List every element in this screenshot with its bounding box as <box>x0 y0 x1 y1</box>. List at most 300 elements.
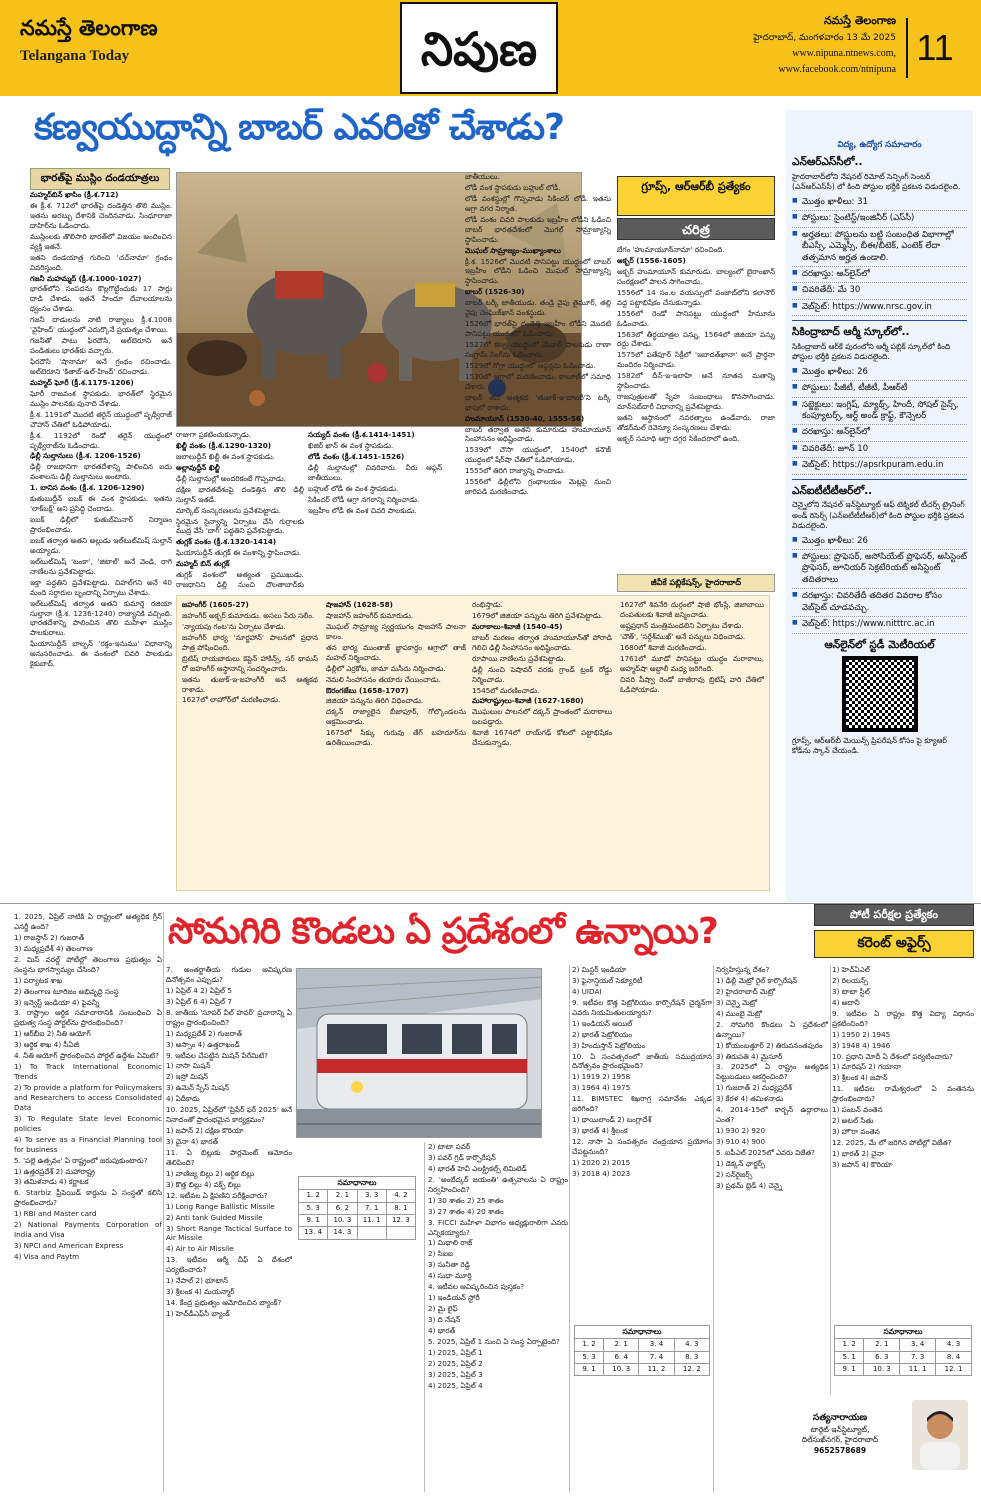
option: 1) ఏప్రిల్ 4 2) ఏప్రిల్ 5 <box>166 985 232 995</box>
option: 3) NPCI and American Express <box>14 1241 124 1251</box>
list-item[interactable]: ■ వెబ్‌సైట్: https://apsrkpuram.edu.in <box>792 458 967 474</box>
answer-cell: 8. 1 <box>386 1202 415 1214</box>
answer-cell: 9. 1 <box>299 1215 328 1227</box>
answers-table-3 <box>834 1325 972 1376</box>
divider <box>792 320 967 321</box>
answers-table-2 <box>574 1325 710 1376</box>
paragraph: బాబర్ మరణం తర్వాత హుమాయూన్‌తో పోరాడి గెలిచి ఢిల్లీ సింహాసనం అధిష్ఠించాడు. <box>472 632 612 652</box>
option: 1) Long Range Ballistic Missile <box>166 1201 275 1211</box>
column-rule <box>569 965 570 1492</box>
paragraph: 1527లో కణ్వ యుద్ధంలో మేవార్ పాలకుడు రాణా సంగ్రామ్ సింగ్‌ను ఓడించాడు. <box>465 340 611 359</box>
question: 11. ఏ బిల్లుకు పార్లమెంట్ ఆమోదం తెలిపింది? <box>166 1147 292 1167</box>
paragraph: బాబర్ టర్కీ జాతీయుడు. తండ్రి వైపు తైమూర్, తల్లి వైపు చెంఘిజ్‌ఖాన్ వంశస్థుడు. <box>465 298 611 318</box>
column-rule <box>424 1142 425 1492</box>
paragraph: 1675లో సిక్కు గురువు తేగ్ బహదూర్‌ను ఉరితీయించాడు. <box>326 728 466 748</box>
paragraph: జహంగీర్ భార్య 'నూర్జహాన్' పాలనలో ప్రధాన పాత్ర పోషించింది. <box>182 632 318 652</box>
paragraph: గజనీతో పాటు ఫిరదౌసి, అల్‌బెరూని అనే పండితులు భారత్‌కు వచ్చారు. <box>30 336 172 356</box>
option: 1) 1919 2) 1958 <box>572 1072 631 1082</box>
subheading: మహ్మద్ ఘోరీ (క్రీ.శ.1175-1206) <box>30 377 134 387</box>
paragraph: నెమలి సింహాసనం తయారు చేయించాడు. <box>326 674 441 684</box>
question: 8. జాతీయ 'సూపర్ వీల్ హవర్' ప్రచారాన్ని ఏ రాష్ట్రం ప్రారంభించింది? <box>166 1007 292 1027</box>
option: 2) సిఐఐ <box>428 1249 454 1259</box>
option: నిర్వహిస్తున్న దేశం? <box>716 965 770 974</box>
sidebar-header: విద్య, ఉద్యోగ సమాచారం <box>837 140 922 150</box>
paragraph: ఢిల్లీ సుల్తానుల్లో చివరివారు. వీరు ఆఫ్గన్ జాతీయులు. <box>308 462 442 482</box>
subheading: తుగ్లక్ వంశం (క్రీ.శ.1320-1414) <box>176 537 277 547</box>
answer-cell: 11. 1 <box>900 1364 936 1376</box>
subheading: హుమాయూన్ (1530-40, 1555-56) <box>465 413 585 423</box>
option: 4) ఏదీకాదు <box>166 1094 200 1104</box>
paragraph: రూపాయి నాణేలను ప్రవేశపెట్టాడు. <box>472 653 566 663</box>
paragraph: బేగం 'హుమాయూన్‌నామా' రచించింది. <box>617 245 725 254</box>
option: 2) ఇస్రో మిషన్ <box>166 1072 208 1082</box>
option: 1) 2025, ఏప్రిల్ 1 <box>428 1347 483 1357</box>
paragraph: స్థిరమైన సైన్యాన్ని ఏర్పాటు చేసి గుర్రాలకు ముద్ర వేసే 'దాగ్' పద్ధతిని ప్రవేశపెట్టాడు. <box>176 516 304 536</box>
paragraph: జాతీయులు. <box>465 172 500 181</box>
option: 4) To serve as a Financial Planning tool for business <box>14 1134 162 1154</box>
history-headline: కణ్వయుద్ధాన్ని బాబర్ ఎవరితో చేశాడు? <box>34 107 564 148</box>
subheading: ఖిల్జీ వంశం (క్రీ.శ.1290-1320) <box>176 440 271 450</box>
option: 3) చెన్నై మెట్రో <box>716 997 758 1007</box>
option: 1) పర్యాటక శాఖ <box>14 975 63 985</box>
divider <box>792 479 967 480</box>
subheading: సయ్యద్ వంశం (క్రీ.శ.1414-1451) <box>308 430 415 439</box>
paragraph: సికిందర్ లోడీ ఆగ్రా నగరాన్ని నిర్మించాడు. <box>308 494 420 504</box>
option: 1) To Track International Economic Trends <box>14 1062 162 1082</box>
list-item: ■ సబ్జెక్టులు: ఇంగ్లిష్, మ్యాథ్స్, హిందీ, సోషల్ సైన్స్, కంప్యూటర్స్, ఆర్ట్ అండ్ క్రాఫ్ట్, కౌన్సెలర్ <box>792 398 967 426</box>
question: 2. సోమగిరి కొండలు ఏ ప్రదేశంలో ఉన్నాయి? <box>716 1019 828 1039</box>
question: 10. 2025, ఏప్రిల్‌లో 'ప్రిపేర్ ఫర్ 2025' అనే నినాదంతో ప్రారంభమైన కార్యక్రమం? <box>166 1105 292 1125</box>
answer-cell: 14. 3 <box>328 1227 357 1239</box>
paragraph: బాబర్ తన ఆత్మకథ 'తుజుక్-ఇ-బాబరీ'ని టర్కీ భాషలో రాశాడు. <box>465 392 611 412</box>
option: 2) అటల్ సేతు <box>832 1116 874 1126</box>
ca-column-6 <box>832 965 974 1275</box>
option: 4) Visa and Paytm <box>14 1252 80 1261</box>
option: 3) సునీతా రెడ్డి <box>428 1260 470 1270</box>
paragraph: షాజహాన్ జహంగీర్ కుమారుడు. <box>326 610 414 620</box>
option: 1) 1950 2) 1945 <box>832 1029 891 1039</box>
paragraph: ఇక్తా పద్ధతిని ప్రవేశపెట్టాడు. చిహల్‌గని అనే 40 మంది సర్దారుల బృందాన్ని ఏర్పాటు చేశాడు. <box>30 577 172 597</box>
tag-groups-rrb: గ్రూప్స్, ఆర్ఆర్‌బీ ప్రత్యేకం <box>617 176 775 216</box>
masthead <box>0 0 981 96</box>
job-block-3-title: ఎన్ఐటీటీటీఆర్‌లో.. <box>792 484 873 497</box>
paragraph: 1539లో చౌసా యుద్ధంలో, 1540లో కనౌజ్ యుద్ధంలో షేర్‌షా చేతిలో ఓడిపోయాడు. <box>465 445 611 465</box>
option: 1) భారత్ 2) చైనా <box>832 1148 885 1158</box>
question: 12. నాసా ఏ సంవత్సరం చంద్రయాన ప్రయోగం చేపట్టనుంది? <box>572 1137 712 1156</box>
answer-cell: 13. 4 <box>299 1227 328 1239</box>
history-column-3 <box>465 172 611 590</box>
job-block-1-title: ఎన్ఆర్ఎస్‌సీలో.. <box>792 156 863 169</box>
paragraph: క్రీ.శ. 1192లో రెండో తరైన్ యుద్ధంలో పృథ్వీరాజ్‌ను ఓడించాడు. <box>30 430 172 450</box>
paragraph: 1556లో రెండో పానిపట్టు యుద్ధంలో హేమూను ఓడించాడు. <box>617 308 775 328</box>
subheading: జహంగీర్ (1605-27) <box>182 600 249 609</box>
paragraph: 1530లో ఆగ్రాలో మరణించాడు. కాబూల్‌లో సమాధి చేశారు. <box>465 371 611 391</box>
option: 1) 930 2) 920 <box>716 1126 766 1136</box>
paragraph: ఇతని ఆస్థానంలో నవరత్నాలు ఉండేవారు. రాజా తోడర్‌మల్ రెవెన్యూ సంస్కరణలు చేశాడు. <box>617 413 775 432</box>
paragraph: ఢిల్లీ నుంచి పెషావర్ వరకు గ్రాండ్ ట్రంక్ రోడ్డు నిర్మించాడు. <box>472 664 612 684</box>
question: 9. ఇటీవల ఏ రాష్ట్రం కొత్త విద్యా విధానం ప్రకటించింది? <box>832 1008 974 1028</box>
supplement-name: నిపుణ <box>420 22 538 76</box>
list-item: ■ చివరితేదీ: జూన్ 10 <box>792 442 967 458</box>
option: 3) జపాన్ 4) కొరియా <box>832 1159 893 1169</box>
option: 3) హిందుస్తాన్ పెట్రోలియం <box>572 1040 646 1050</box>
subheading: మొఘల్ సామ్రాజ్యం-ముఖ్యాంశాలు <box>465 245 561 255</box>
ca-column-3 <box>428 1142 568 1492</box>
answer-cell: 4. 3 <box>674 1339 709 1351</box>
author-box <box>886 1400 976 1492</box>
option: 2) 2025, ఏప్రిల్ 2 <box>428 1358 483 1368</box>
option: 3) పవర్ గ్రిడ్ కార్పొరేషన్ <box>428 1152 496 1162</box>
paragraph: ఈ క్రీ.శ. 712లో భారత్‌పై దండెత్తిన తొలి ముస్లిం. ఇతను అరబ్బు దేశానికి చెందినవాడు. సింధూరాజా దాహిర్‌ను ఓడించాడు. <box>30 200 172 230</box>
job-block-2-text: సికింద్రాబాద్ ఆర్‌కే పురంలోని ఆర్మీ పబ్లిక్ స్కూల్‌లో కింది పోస్టుల భర్తీకి ప్రకటన విడుదలైంది. <box>792 341 951 362</box>
paragraph: అక్బర్ సమాధి ఆగ్రా దగ్గర సికిందరాలో ఉంది. <box>617 433 740 443</box>
option: 3) తిరుపతి 4) మైసూర్ <box>716 1051 783 1061</box>
question: 12. 2025, మే లో జరిగిన పోటీల్లో విజేత? <box>832 1138 952 1147</box>
paragraph: జహంగీర్ అక్బర్ కుమారుడు. అసలు పేరు సలీం. <box>182 610 315 620</box>
option: 4) ముంబై మెట్రో <box>716 1008 763 1018</box>
option: 3) కొత్త బిల్లు 4) వక్ఫ్ బిల్లు <box>166 1179 241 1189</box>
paragraph: కుతుబుద్దీన్ ఐబక్ ఈ వంశ స్థాపకుడు. ఇతను 'లాక్‌బక్ష్' అని ప్రసిద్ధి చెందాడు. <box>30 494 172 514</box>
paragraph: 1545లో మరణించాడు. <box>472 685 540 695</box>
paragraph: ఢిల్లీ సుల్తానుల్లో అందరికంటే గొప్పవాడు. <box>176 473 286 483</box>
tag-current-affairs: కరెంట్ అఫైర్స్ <box>814 930 974 958</box>
cream-column-4 <box>620 600 764 886</box>
paragraph: తన భార్య ముంతాజ్ జ్ఞాపకార్థం ఆగ్రాలో తాజ్ మహల్ నిర్మించాడు. <box>326 642 466 662</box>
job-block-1-text: హైదరాబాద్‌లోని నేషనల్ రిమోట్ సెన్సింగ్ సెంటర్ (ఎన్ఆర్ఎస్‌సీ) లో కింది పోస్టుల భర్తీకి ప్రకటన విడుదలైంది. <box>792 171 961 192</box>
history-column-1 <box>30 190 172 890</box>
answers-title: సమాధానాలు <box>299 1177 416 1190</box>
tag-competitive-exams: పోటీ పరీక్షల ప్రత్యేకం <box>814 904 974 926</box>
option: 1) గుజరాత్ 2) మధ్యప్రదేశ్ <box>716 1083 792 1093</box>
answer-cell: 3. 3 <box>357 1190 386 1202</box>
paragraph: శివాజీ 1674లో రాయ్‌గఢ్ కోటలో పట్టాభిషేకం చేసుకున్నాడు. <box>472 728 612 748</box>
option: 1) ఢిల్లీ మెట్రో రైల్ కార్పొరేషన్ <box>716 975 798 985</box>
paragraph: రంభిస్తాడు. <box>472 600 503 609</box>
option: 4) 2025, ఏప్రిల్ 4 <box>428 1380 483 1390</box>
answer-cell: 7. 3 <box>900 1351 936 1363</box>
option: 3) ది నేషన్ <box>428 1315 461 1324</box>
paragraph: 'న్యాయపు గంట'ను ఏర్పాటు చేశాడు. <box>182 621 286 631</box>
jobs-sidebar <box>786 110 973 902</box>
paragraph: ఘియాసుద్దీన్ తుగ్లక్ ఈ వంశాన్ని స్థాపించాడు. <box>176 548 302 558</box>
question: 12. ఇటీవల ఏ క్షిపణిని పరీక్షించారు? <box>166 1190 268 1200</box>
answer-cell: 10. 3 <box>603 1364 638 1376</box>
option: 1) ఆర్‌బీఐ 2) నీతి ఆయోగ్ <box>14 1029 91 1039</box>
option: 3) 1948 4) 1946 <box>832 1040 891 1050</box>
answer-cell: 5. 3 <box>575 1351 604 1363</box>
subheading: అక్బర్ (1556-1605) <box>617 255 686 265</box>
option: 1) మధ్యప్రదేశ్ 2) గుజరాత్ <box>166 1028 242 1038</box>
option: 3) ఏప్రిల్ 6 4) ఏప్రిల్ 7 <box>166 996 232 1006</box>
subheading: అల్లావుద్దీన్ ఖిల్జీ <box>176 462 220 472</box>
answer-cell: 1. 2 <box>575 1339 604 1351</box>
paragraph: ఘియాసుద్దీన్ బాల్బన్ 'రక్తం-ఇనుము' విధానాన్ని అనుసరించాడు. ఈ వంశంలో చివరి పాలకుడు కైకుబాద్. <box>30 639 172 669</box>
ca-column-2 <box>166 965 292 1493</box>
answer-cell: 6. 2 <box>328 1202 357 1214</box>
ca-column-5 <box>716 965 828 1385</box>
paragraph: 1627లో లాహోర్‌లో మరణించాడు. <box>182 695 281 705</box>
question: 3. FICCI మహిళా విభాగం అధ్యక్షురాలిగా ఎవరు ఎన్నికయ్యారు? <box>428 1217 568 1237</box>
current-affairs-headline: సోమగిరి కొండలు ఏ ప్రదేశంలో ఉన్నాయి? <box>168 911 718 952</box>
answer-cell: 6. 4 <box>603 1351 638 1363</box>
subheading: 1. బానిస వంశం (క్రీ.శ. 1206-1290) <box>30 483 145 493</box>
option: 3) హౌరా వంతెన <box>832 1127 880 1137</box>
question: 2. 'అంబేద్కర్ జయంతి' ఉత్సవాలను ఏ రాష్ట్రం నిర్వహించింది? <box>428 1174 568 1194</box>
option: 1) పంబన్ వంతెన <box>832 1105 883 1115</box>
option: 1) నాసా మిషన్ <box>166 1061 211 1071</box>
answer-cell: 7. 1 <box>357 1202 386 1214</box>
list-item: ■ దరఖాస్తు: ఆన్‌లైన్‌లో <box>792 267 967 283</box>
paragraph: 1526లో భారత్‌పై దండెత్తి ఇబ్రహీం లోడీని మొదటి పానిపట్టు యుద్ధంలో ఓడించాడు. <box>465 319 611 339</box>
paragraph: బహ్లుల్ లోడీ ఈ వంశ స్థాపకుడు. <box>308 483 399 493</box>
subheading: లోడీ వంశం (క్రీ.శ.1451-1526) <box>308 451 405 461</box>
option: 4) అదానీ <box>832 997 860 1007</box>
list-item: ■ పోస్టులు: సైంటిస్ట్/ఇంజినీర్ (ఎస్‌సీ) <box>792 211 967 227</box>
paragraph: 1563లో తీర్థయాత్రల పన్ను, 1564లో జిజియా పన్ను రద్దు చేశాడు. <box>617 329 775 349</box>
option: 1) ఇండియన్ ఆయిల్ <box>572 1018 633 1028</box>
subheading: మరాఠాలు-శివాజీ (1540-45) <box>472 621 563 631</box>
option: 3) ప్రథమ్ బ్లెడ్ 4) చెన్నై <box>716 1180 783 1190</box>
metro-train-illustration <box>297 969 542 1138</box>
answer-cell: 12. 2 <box>674 1364 709 1376</box>
option: 4) సుధా మూర్తి <box>428 1271 472 1281</box>
answer-cell: 11. 1 <box>357 1215 386 1227</box>
subheading: మహ్మద్ బిన్ తుగ్లక్ <box>176 559 230 569</box>
job-block-2-list <box>792 365 967 475</box>
subheading: గజనీ మహమ్మద్ (క్రీ.శ.1000-1027) <box>30 273 142 283</box>
option: 1) వాణిజ్య బిల్లు 2) ఆర్థిక బిల్లు <box>166 1168 255 1178</box>
option: 3) చైనా 4) భారత్ <box>166 1137 219 1146</box>
paragraph: క్రీ.శ. 1526లో మొదటి పానిపట్టు యుద్ధంలో బాబర్ ఇబ్రహీం లోడీని ఓడించి మొఘల్ సామ్రాజ్యాన్ని స్థాపించాడు. <box>465 256 611 286</box>
question: 13. ఇటీవల ఆర్మీ చీఫ్ ఏ దేశంలో పర్యటించారు? <box>166 1255 292 1275</box>
answer-cell: 10. 3 <box>864 1364 900 1376</box>
paragraph: ఇల్‌టుట్‌మిష్ 'టంకా', 'జిటాల్' అనే వెండి, రాగి నాణేలను ప్రవేశపెట్టాడు. <box>30 556 172 576</box>
metro-train-image <box>296 968 542 1138</box>
answer-cell: 2. 1 <box>603 1339 638 1351</box>
question: 5. 2025, ఏప్రిల్ 1 నుంచి ఏ సంస్థ ఏర్పాటైంది? <box>428 1336 560 1346</box>
option: 2) రిలయన్స్ <box>832 975 868 985</box>
question: 10. ప్రధాని మోదీ ఏ దేశంలో పర్యటించారు? <box>832 1051 953 1061</box>
option: 2) హైదరాబాద్ మెట్రో <box>716 986 776 996</box>
option: 2) భారత్ పెట్రోలియం <box>572 1029 632 1039</box>
author-org: టార్గెట్ ఇన్‌స్టిట్యూట్, దిల్‌సుఖ్‌నగర్, హైదరాబాద్ <box>801 1424 879 1445</box>
option: 4) UIDAI <box>572 986 602 996</box>
answer-cell: 1. 2 <box>299 1190 328 1202</box>
answer-cell: 3. 4 <box>900 1339 936 1351</box>
cream-column-2 <box>326 600 466 886</box>
option: 3) శ్రీలంక 4) జపాన్ <box>832 1073 888 1083</box>
answer-cell: 9. 1 <box>575 1364 604 1376</box>
option: 3) 1964 4) 1975 <box>572 1083 631 1093</box>
question: 2. మిస్ వరల్డ్ పోటీల్లో తెలంగాణ ప్రభుత్వం ఏ సంస్థను భాగస్వామ్యం చేసింది? <box>14 954 162 974</box>
question: 6. Starbiz ప్రీపెయిడ్ కార్డును ఏ సంస్థతో కలిసి ప్రారంభించారు? <box>14 1188 162 1208</box>
paragraph: అష్టప్రధాన్ మంత్రిమండలిని ఏర్పాటు చేశాడు. <box>620 620 744 630</box>
option: 3) 2025, ఏప్రిల్ 3 <box>428 1369 483 1379</box>
paragraph: 1556లో 14 సం.ల వయస్సులో పంజాబ్‌లోని కలానౌర్ వద్ద పట్టాభిషేకం చేసుకున్నాడు. <box>617 287 775 307</box>
option: 1) ఉత్తరప్రదేశ్ 2) మహారాష్ట్ర <box>14 1166 95 1176</box>
subheading: మహారాష్ట్రులు-శివాజీ (1627-1680) <box>472 696 584 706</box>
paragraph: 'చౌత్', 'సర్దేశ్‌ముఖ్' అనే పన్నులు విధించాడు. <box>620 631 746 641</box>
list-item: ■ మొత్తం ఖాళీలు: 26 <box>792 365 967 381</box>
list-item: ■ మొత్తం ఖాళీలు: 31 <box>792 195 967 211</box>
question: 3. రాష్ట్రాల ఆర్థిక సమాచారానికి సంబంధించి ఏ ప్రభుత్వ సంస్థ పోర్టల్‌ను ప్రారంభించింది? <box>14 1008 162 1028</box>
question: 4. నీతి ఆయోగ్ ప్రారంభించిన పోర్టల్ ఉద్దేశం ఏమిటి? <box>14 1051 159 1061</box>
paragraph: చివరి పీష్వా రెండో బాజీరావు బ్రిటిష్ వారి చేతిలో ఓడిపోయాడు. <box>620 674 764 694</box>
study-material-title: ఆన్‌లైన్‌లో స్టడీ మెటీరియల్ <box>824 638 935 651</box>
option: 2) National Payments Corporation of India and Visa <box>14 1220 162 1240</box>
paragraph: దక్కన్ రాజ్యాలైన బీజాపూర్, గోల్కొండలను ఆక్రమించాడు. <box>326 707 466 727</box>
subheading: ఔరంగజేబు (1658-1707) <box>326 685 409 695</box>
option: 3) 910 4) 900 <box>716 1137 766 1146</box>
section-label: భారత్‌పై ముస్లిం దండయాత్రలు <box>30 168 170 190</box>
option: 3) తమిళనాడు 4) కర్ణాటక <box>14 1177 89 1187</box>
website-link[interactable]: www.nipuna.ntnews.com, <box>792 47 896 59</box>
option: 2) తెలంగాణ టూరిజం అభివృద్ధి సంస్థ <box>14 986 119 996</box>
paragraph: ఇతని దండయాత్ర గురించి 'చచ్‌నామా' గ్రంథం వివరిస్తుంది. <box>30 252 172 272</box>
answer-cell: 11. 2 <box>639 1364 674 1376</box>
option: 1) ఇండియన్ స్టోరీ <box>428 1293 480 1303</box>
paragraph: 1556లో ఢిల్లీలోని గ్రంథాలయం మెట్లపై నుంచి జారిపడి మరణించాడు. <box>465 477 611 497</box>
paragraph: 1582లో దీన్-ఇ-ఇలాహి అనే నూతన మతాన్ని స్థాపించాడు. <box>617 371 775 391</box>
paragraph: క్రీ.శ. 1191లో మొదటి తరైన్ యుద్ధంలో పృథ్వీరాజ్ చౌహాన్ చేతిలో ఓడిపోయాడు. <box>30 409 172 429</box>
paper-name-small: నమస్తే తెలంగాణ <box>823 14 896 27</box>
answer-cell: 8. 3 <box>674 1351 709 1363</box>
answer-cell: 4. 2 <box>386 1190 415 1202</box>
question: 9. ఇటీవల చేపట్టిన మిషన్ పేరేమిటి? <box>166 1050 268 1060</box>
date-line: హైదరాబాద్, మంగళవారం 13 మే 2025 <box>753 32 896 43</box>
paragraph: అక్బర్ హుమాయూన్ కుమారుడు. బాల్యంలో బైరాంఖాన్ సంరక్షణలో పాలన సాగించాడు. <box>617 266 775 286</box>
question: 3. 2025లో ఏ రాష్ట్రం అత్యధిక పెట్టుబడులు ఆకర్షించింది? <box>716 1062 828 1082</box>
option: 1) మిథాలి రాజ్ <box>428 1238 473 1248</box>
option: 4) Air to Air Missile <box>166 1244 234 1254</box>
option: 1) మారిషస్ 2) గయానా <box>832 1062 901 1072</box>
question: 4. 2014-15లో కార్బన్ ఉద్గారాలు ఎంత? <box>716 1105 828 1125</box>
history-column-4 <box>617 245 775 570</box>
question: 11. BIMSTEC శిఖరాగ్ర సమావేశం ఎక్కడ జరిగింది? <box>572 1094 712 1114</box>
author-name: సత్యనారాయణ <box>812 1413 868 1423</box>
column-rule <box>830 965 831 1395</box>
question: 11. ఇటీవల రామేశ్వరంలో ఏ వంతెనను ప్రారంభించారు? <box>832 1084 974 1104</box>
option: 3) కేరళ 4) తమిళనాడు <box>716 1094 784 1104</box>
cream-column-1 <box>182 600 318 886</box>
paragraph: 1529లో గోగ్రా యుద్ధంలో ఆఫ్గన్లను ఓడించాడు. <box>465 360 596 370</box>
paragraph: ఐబక్ తర్వాత అతని అల్లుడు ఇల్‌టుట్‌మిష్ సుల్తాన్ అయ్యాడు. <box>30 535 172 555</box>
answers-title: సమాధానాలు <box>835 1326 972 1339</box>
paragraph: మార్కెట్ సంస్కరణలను ప్రవేశపెట్టాడు. <box>176 505 281 515</box>
paragraph: జిజియా పన్నును తిరిగి విధించాడు. <box>326 696 424 706</box>
job-block-3-text: చెన్నైలోని నేషనల్ ఇన్‌స్టిట్యూట్ ఆఫ్ టెక్నికల్ టీచర్స్ ట్రైనింగ్ అండ్ రిసెర్చ్ (ఎన్ఐటీటీటీఆర్)లో కింది పోస్టుల భర్తీకి ప్రకటన విడుదలైంది. <box>792 500 965 531</box>
paragraph: జలాలుద్దీన్ ఖిల్జీ ఈ వంశ స్థాపకుడు. <box>176 451 276 461</box>
paper-name: నమస్తే తెలంగాణ <box>20 15 158 40</box>
author-phone: 9652578689 <box>813 1445 867 1455</box>
answer-cell: 4. 3 <box>936 1339 972 1351</box>
option: 3) భారత్ 4) శ్రీలంక <box>572 1126 628 1136</box>
option: 3) ఫైనాన్షియల్ సెక్యూరిటీ <box>572 975 643 985</box>
option: 3) ఉమెన్ స్పేస్ మిషన్ <box>166 1083 230 1093</box>
option: 3) టాటా స్టీల్ <box>832 986 870 996</box>
page-number: 11 <box>906 18 962 78</box>
paragraph: 1627లో శివనేరి దుర్గంలో షాజీ భోంస్లే, జిజాబాయి దంపతులకు శివాజీ జన్మించాడు. <box>620 600 764 619</box>
paragraph: భారత్‌లోని సంపదను కొల్లగొట్టేందుకు 17 సార్లు దాడి చేశాడు. ఇతనే హిందూ దేవాలయాలను ధ్వంసం చేశాడు. <box>30 284 172 314</box>
paragraph: తుగ్లక్ వంశంలో అత్యంత ప్రముఖుడు. రాజధానిని ఢిల్లీ నుంచి దౌలతాబాద్‌కు <box>176 570 304 590</box>
option: 1) డెక్కన్ ఛార్జర్స్ <box>716 1158 765 1168</box>
option: 1) 30 శాతం 2) 25 శాతం <box>428 1195 504 1205</box>
job-block-3-list <box>792 534 967 634</box>
paragraph: ఫిరదౌసి 'షానామా' అనే గ్రంథం రచించాడు. అల్‌బెరూని 'కితాబ్-ఉల్-హింద్' రచించాడు. <box>30 357 172 376</box>
paragraph: రాజపుత్రులతో స్నేహ సంబంధాలు కొనసాగించాడు. మాన్‌సబ్‌దారీ విధానాన్ని ప్రవేశపెట్టాడు. <box>617 392 775 412</box>
masthead-left <box>20 14 240 67</box>
question: 5. ఐపీఎల్ 2025లో ఎవరు విజేత? <box>716 1147 815 1157</box>
question: 1. 2025, ఏప్రిల్ నాటికి ఏ రాష్ట్రంలో అత్యధిక గ్రీన్ ఎనర్జీ ఉంది? <box>14 912 162 931</box>
qr-note: గ్రూప్స్, ఆర్ఆర్‌బీ మెయిన్స్ ప్రిపరేషన్ కోసం పై క్యూఆర్ కోడ్‌ను స్కాన్ చేయండి. <box>792 735 947 756</box>
list-item: ■ చివరితేదీ: మే 30 <box>792 283 967 299</box>
paragraph: దక్షిణ భారతదేశంపై దండెత్తిన తొలి ఢిల్లీ సుల్తాన్ ఇతడే. <box>176 484 304 504</box>
paragraph: 1575లో ఫతేపూర్ సిక్రీలో 'ఇబాదత్‌ఖానా' అనే ప్రార్థనా మందిరం నిర్మించాడు. <box>617 350 775 370</box>
paragraph: లోడీ వంశం చివరి పాలకుడు ఇబ్రహీం లోడీని ఓడించి బాబర్ భారతదేశంలో మొగల్ సామ్రాజ్యాన్ని స్థాపించాడు. <box>465 214 611 244</box>
list-item: ■ దరఖాస్తు: చివరితేదీ తదితర వివరాల కోసం వెబ్‌సైట్ చూడవచ్చు. <box>792 589 967 617</box>
option: 3) ఆర్థిక శాఖ 4) సీఏజీ <box>14 1040 79 1050</box>
paragraph: ఢిల్లీలో ఎర్రకోట, జామా మసీదు నిర్మించాడు. <box>326 663 446 673</box>
paragraph: 1679లో జిజియా పన్నును తిరిగి ప్రవేశపెట్టాడు. <box>472 610 603 620</box>
option: 3) ఇన్వెస్ట్ ఇండియా 4) పైవన్నీ <box>14 997 100 1007</box>
paragraph: ఇల్‌టుట్‌మిష్ తర్వాత అతని కుమార్తె రజియా సుల్తానా (క్రీ.శ. 1236-1240) రాజ్యానికి వచ్చింది. భారతదేశాన్ని పాలించిన తొలి మహిళా ముస్లిం పాలకురాలు. <box>30 598 172 638</box>
option: 1) హెచ్‌డీఎఫ్‌సీ బ్యాంక్ <box>166 1309 230 1318</box>
byline: జీవీకే పబ్లికేషన్స్, హైదరాబాద్ <box>617 574 775 592</box>
job-block-2-title: సికింద్రాబాద్ ఆర్మీ స్కూల్‌లో.. <box>792 326 910 339</box>
answer-cell: 9. 1 <box>835 1364 864 1376</box>
question: 10. ఏ సంవత్సరంలో జాతీయ సముద్రయాన దినోత్సవం ప్రారంభమైంది? <box>572 1051 712 1071</box>
list-item[interactable]: ■ వెబ్‌సైట్: https://www.nrsc.gov.in <box>792 300 967 316</box>
answer-cell: 3. 4 <box>639 1339 674 1351</box>
paragraph: 1555లో తిరిగి రాజ్యాన్ని పొందాడు. <box>465 466 566 476</box>
paragraph: ఐబక్ ఢిల్లీలో కుతుబ్‌మినార్ నిర్మాణం ప్రారంభించాడు. <box>30 515 172 534</box>
facebook-link[interactable]: www.facebook.com/ntnipuna <box>778 64 896 76</box>
qr-code-icon[interactable] <box>842 656 918 732</box>
answer-cell: 5. 3 <box>299 1202 328 1214</box>
author-credit <box>790 1412 890 1456</box>
question: 9. ఇటీవల కొత్త పెట్రోలియం కార్పొరేషన్ చైర్మన్‌గా ఎవరు నియమితులయ్యారు? <box>572 997 712 1017</box>
paragraph: మొఘలుల పాలనలో దక్కన్ ప్రాంతంలో మరాఠాలు బలపడ్డారు. <box>472 707 612 727</box>
option: 1) 2020 2) 2015 <box>572 1157 631 1167</box>
cream-column-3 <box>472 600 612 886</box>
answer-cell: 2. 1 <box>864 1339 900 1351</box>
question: 4. ఇటీవల ఆవిష్కరించిన పుస్తకం? <box>428 1282 525 1292</box>
option: 2) Anti tank Guided Missile <box>166 1212 263 1222</box>
answer-cell: 12. 3 <box>386 1215 415 1227</box>
option: 1) హెచ్ఏఎల్ <box>832 965 870 974</box>
paragraph: మొఘల్ సామ్రాజ్య స్వర్ణయుగం షాజహాన్ పాలనా కాలం. <box>326 621 466 641</box>
option: 1) RBI and Master card <box>14 1209 97 1219</box>
question: 7. అంతర్జాతీయ గుడుల ఆవిష్కరణ దినోత్సవం ఎప్పుడు? <box>166 965 292 984</box>
paragraph: ఘోరీ రాజవంశ స్థాపకుడు. భారత్‌లో స్థిరమైన ముస్లిం పాలనకు పునాది వేశాడు. <box>30 388 172 408</box>
list-item[interactable]: ■ వెబ్‌సైట్: https://www.nitttrc.ac.in <box>792 617 967 633</box>
option: 1) నేపాల్ 2) భూటాన్ <box>166 1276 228 1286</box>
option: 4) భారత్ <box>428 1325 456 1335</box>
history-column-2a <box>176 430 304 590</box>
masthead-right <box>720 14 896 77</box>
author-avatar-illustration <box>912 1400 968 1470</box>
option: 2) సన్‌రైజర్స్ <box>716 1169 753 1179</box>
ca-column-1 <box>14 912 162 1492</box>
english-paper-name: Telangana Today <box>20 48 130 65</box>
paragraph: 1680లో శివాజీ మరణించాడు. <box>620 642 707 652</box>
paragraph: బాబర్ తర్వాత అతని కుమారుడు హుమాయూన్ సింహాసనం అధిష్టించాడు. <box>465 424 611 444</box>
answer-cell: 10. 3 <box>328 1215 357 1227</box>
question: 5. 'పల్లె ఉత్సవం' ఏ రాష్ట్రంలో జరుపుకుంటారు? <box>14 1155 148 1165</box>
paragraph: ముస్లింలకు తొలిసారి భారత్‌లో విజయం అందించిన వ్యక్తి ఇతనే. <box>30 231 172 251</box>
author-photo <box>912 1400 968 1470</box>
option: 3) అస్సాం 4) ఉత్తరాఖండ్ <box>166 1039 240 1049</box>
